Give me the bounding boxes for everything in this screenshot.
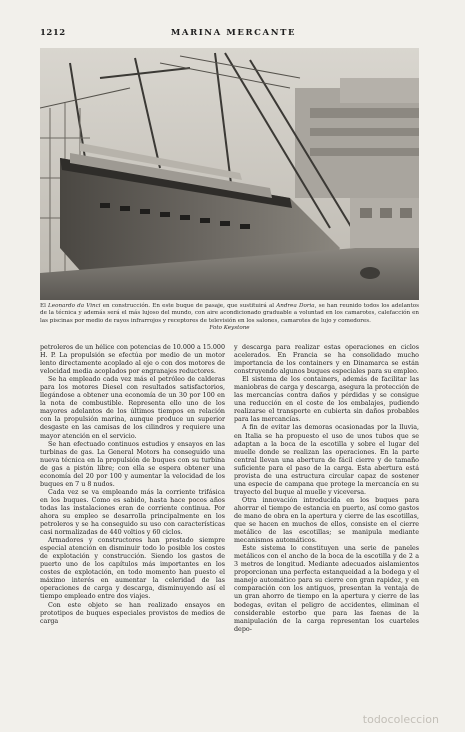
paragraph: Armadores y constructores han prestado siempre especial atención en disminuir todo lo posible los costes de explotación y construcción. Siendo los gastos de puerto uno de los capítulos más importantes en los costes de explotación, en todo momento han puesto el máximo interés en aumentar la celeridad de las operaciones de carga y descarga, disminuyendo así el tiempo empleado entre dos viajes.	[40, 537, 225, 601]
paragraph: El sistema de los containers, además de facilitar las maniobras de carga y descarga, asegura la protección de las mercancías contra daños y pérdidas y se consigue una reducción en el coste de los embalajes, pudiendo realizarse el transporte en cubierta sin daños probables para las mercancías.	[234, 376, 419, 424]
ship-under-construction-photo-icon	[40, 48, 419, 300]
caption-text: El Leonardo da Vinci en construcción. En este buque de pasaje, que sustituirá al Andrea Doria, se han reunido todos los adelantos de la técnica y además será el más lujoso del mundo, con aire acondicionado graduable a voluntad en los camarotes, calefacción en las piscinas por medio de rayos infrarrojos y receptores de televisión en los salones, camarotes de lujo y comedores.	[40, 303, 419, 324]
ship-construction-photo	[40, 48, 419, 300]
photo-credit: Foto Keystone	[209, 324, 250, 331]
running-title: MARINA MERCANTE	[170, 28, 297, 38]
paragraph: Cada vez se va empleando más la corriente trifásica en los buques. Como es sabido, hasta hace pocos años todas las instalaciones eran de corriente continua. Por ahora su empleo se desarrolla principalmente en los petroleros y se ha conseguido su uso con características casi normalizadas de 440 voltios y 60 ciclos.	[40, 488, 225, 537]
left-column	[40, 344, 225, 724]
watermark: todocoleccion	[362, 713, 439, 726]
page-header	[40, 28, 427, 40]
paragraph: Se ha empleado cada vez más el petróleo de calderas para los motores Diesel con resultados satisfactorios, llegándose a obtener una economía de un 30 por 100 en la nota de combustible. Representa ello uno de los mayores adelantos de los últimos tiempos en relación con la propulsión marina, aunque produce un superior desgaste en las camisas de los cilindros y requiere una mayor atención en el servicio.	[40, 376, 225, 440]
paragraph: Otra innovación introducida en los buques para ahorrar el tiempo de estancia en puerto, así como gastos de mano de obra en la apertura y cierre de las escotillas, que se hacen en muchos de ellos, consiste en el cierre metálico de las escotillas; se manipula mediante mecanismos automáticos.	[234, 496, 419, 545]
paragraph: Se han efectuado continuos estudios y ensayos en las turbinas de gas. La General Motors ha conseguido una nueva técnica en la propulsión de buques con su turbina de gas a pistón libre; con ella se espera obtener una economía del 20 por 100 y aumentar la velocidad de los buques en 7 u 8 nudos.	[40, 440, 225, 488]
photo-caption	[40, 303, 419, 332]
paragraph: petroleros de un hélice con potencias de 10.000 a 15.000 H. P. La propulsión se efectúa por medio de un motor lento directamente acoplado al eje o con dos motores de velocidad media acoplados por engranajes reductores.	[40, 344, 225, 376]
paragraph: y descarga para realizar estas operaciones en ciclos acelerados. En Francia se ha consolidado mucho importancia de los containers y en Dinamarca se están construyendo algunos buques especiales para su empleo.	[234, 344, 419, 376]
page-number: 1212	[40, 28, 66, 38]
paragraph: Con este objeto se han realizado ensayos en prototipos de buques especiales provistos de medios de carga	[40, 601, 225, 625]
paragraph: A fin de evitar las demoras ocasionadas por la lluvia, en Italia se ha propuesto el uso de unos tubos que se adaptan a la boca de la escotilla y sobre el lugar del muelle donde se realizan las operaciones. En la parte central llevan una abertura de fácil cierre y de tamaño suficiente para el paso de la carga. Esta abertura está provista de una estructura circular capaz de sostener una especie de campana que protege la mercancía en su trayecto del buque al muelle y viceversa.	[234, 424, 419, 496]
right-column	[234, 344, 419, 724]
paragraph: Este sistema lo constituyen una serie de paneles metálicos con el ancho de la boca de la escotilla y de 2 a 3 metros de longitud. Mediante adecuados aislamientos proporcionan una perfecta estanqueidad a la bodega y el manejo automático para su cierre con gran rapidez, y en comparación con los antiguos, presentan la ventaja de un gran ahorro de tiempo en la apertura y cierre de las bodegas, evitan el peligro de accidentes, eliminan el considerable estorbo que para las faenas de la manipulación de la carga representan los cuarteles depo-	[234, 545, 419, 633]
